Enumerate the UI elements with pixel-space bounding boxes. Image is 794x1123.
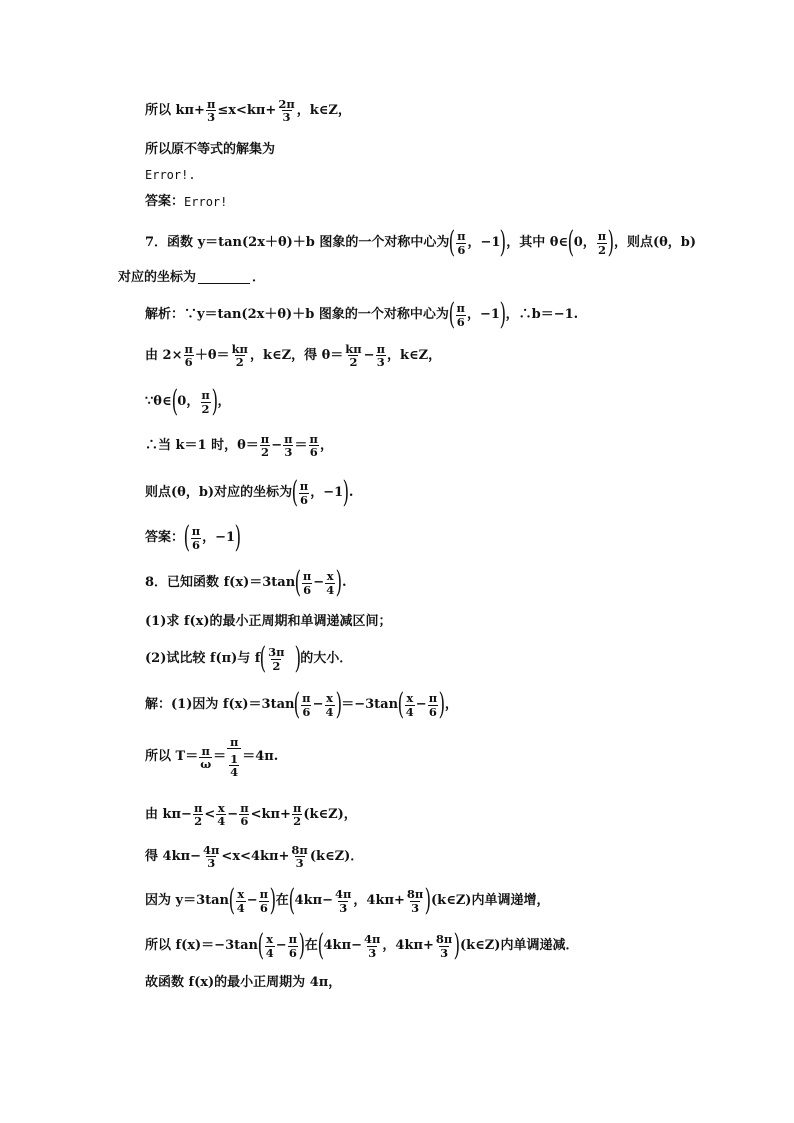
fraction: $\frac{1}{4}$ bbox=[230, 752, 239, 780]
right-paren: ) bbox=[298, 928, 306, 963]
answer-7 bbox=[145, 520, 242, 555]
left-paren: ( bbox=[397, 687, 405, 722]
fraction: $\frac{\pi}{6}$ bbox=[259, 887, 269, 915]
fraction: $\frac{8\pi}{3}$ bbox=[435, 932, 453, 960]
solution-line-1 bbox=[145, 98, 351, 123]
question-7-line-2 bbox=[118, 270, 265, 286]
left-paren: ( bbox=[449, 225, 456, 260]
text: ，4kπ+ bbox=[382, 938, 434, 954]
text: ，−1 bbox=[466, 307, 500, 323]
fraction: $\frac{\pi}{6}$ bbox=[240, 801, 249, 829]
left-paren: ( bbox=[567, 225, 575, 260]
text: (k∈Z)， bbox=[303, 806, 357, 822]
text: (k∈Z)内单调递减． bbox=[460, 938, 579, 954]
text: ， bbox=[319, 437, 333, 453]
fraction: $\frac{\pi}{6}$ bbox=[428, 691, 438, 719]
text: ，4kπ+ bbox=[353, 893, 405, 909]
text: <kπ+ bbox=[250, 806, 291, 822]
text: . bbox=[341, 575, 347, 591]
compound-fraction: $\frac{\pi}{\frac{1}{4}}$ bbox=[227, 736, 241, 778]
text: ＋θ＝ bbox=[194, 347, 230, 363]
fraction: $\frac{\pi}{6}$ bbox=[309, 432, 318, 460]
analysis-7-line-5 bbox=[145, 475, 354, 510]
text: 因为 y＝3tan bbox=[145, 893, 230, 909]
fraction: $\frac{\pi}{3}$ bbox=[376, 342, 385, 370]
analysis-7-line-4 bbox=[145, 433, 333, 458]
text: − bbox=[275, 938, 287, 954]
text: ＝4π. bbox=[242, 749, 279, 765]
solution-8-line-7 bbox=[145, 975, 341, 991]
fraction: $\frac{\pi}{6}$ bbox=[302, 569, 312, 597]
text: 所以 T＝ bbox=[145, 749, 199, 765]
text: 4kπ− bbox=[294, 893, 333, 909]
text: 则点(θ，b)对应的坐标为 bbox=[145, 485, 293, 501]
left-paren: ( bbox=[171, 384, 178, 419]
solution-8-line-6 bbox=[145, 928, 579, 963]
text: 所以 f(x)＝−3tan bbox=[145, 938, 258, 954]
text: (k∈Z)内单调递增， bbox=[431, 893, 550, 909]
text: 在 bbox=[275, 893, 289, 909]
fraction: $\frac{8\pi}{3}$ bbox=[406, 887, 424, 915]
text: ， bbox=[444, 697, 458, 713]
right-paren: ) bbox=[269, 883, 277, 918]
fraction: $\frac{\pi}{6}$ bbox=[457, 229, 466, 257]
text: 由 kπ− bbox=[145, 806, 192, 822]
text: ． bbox=[252, 270, 266, 285]
left-paren: ( bbox=[228, 883, 236, 918]
text: (k∈Z)． bbox=[309, 848, 364, 864]
text: 的大小． bbox=[300, 651, 353, 667]
text: . bbox=[348, 485, 354, 501]
solution-line-2 bbox=[145, 142, 275, 158]
right-paren: ) bbox=[335, 687, 342, 722]
right-paren: ) bbox=[499, 297, 507, 332]
text: Error! bbox=[184, 194, 228, 209]
text: ≤x<kπ+ bbox=[217, 102, 277, 118]
text: (2)试比较 f(π)与 f bbox=[145, 651, 261, 667]
left-paren: ( bbox=[260, 641, 267, 676]
text: 所以 kπ+ bbox=[145, 102, 205, 118]
fraction: $\frac{\pi}{2}$ bbox=[193, 801, 203, 829]
text: <x<4kπ+ bbox=[221, 848, 290, 864]
fraction: $\frac{\pi}{2}$ bbox=[292, 801, 302, 829]
fraction: $\frac{\pi}{6}$ bbox=[184, 342, 193, 370]
fraction: $\frac{x}{4}$ bbox=[217, 801, 226, 829]
error-line bbox=[145, 168, 196, 182]
left-paren: ( bbox=[448, 297, 455, 332]
right-paren: ) bbox=[234, 520, 242, 555]
fraction: $\frac{8\pi}{3}$ bbox=[291, 843, 308, 871]
fraction: $\frac{\pi}{2}$ bbox=[597, 229, 607, 257]
fraction: $\frac{2\pi}{3}$ bbox=[278, 97, 295, 125]
text: 7．函数 y＝tan(2x＋θ)＋b 图象的一个对称中心为 bbox=[145, 235, 450, 251]
solution-8-line-1 bbox=[145, 687, 458, 722]
analysis-7-line-1 bbox=[145, 297, 579, 332]
answer-label: 答案： bbox=[145, 530, 185, 546]
left-paren: ( bbox=[291, 475, 299, 510]
question-8-part-1 bbox=[145, 614, 392, 630]
text: ， bbox=[217, 394, 231, 410]
text: 解析：∵y＝tan(2x＋θ)＋b 图象的一个对称中心为 bbox=[145, 307, 449, 323]
right-paren: ) bbox=[342, 475, 350, 510]
fraction: $\frac{x}{4}$ bbox=[325, 691, 334, 719]
text: 0， bbox=[177, 394, 200, 410]
solution-8-line-3 bbox=[145, 802, 357, 827]
left-paren: ( bbox=[294, 687, 301, 722]
text: ，−1 bbox=[467, 235, 501, 251]
text: ，∴b＝−1. bbox=[505, 307, 579, 323]
text: ＝ bbox=[213, 749, 227, 765]
fraction: $\frac{\pi}{2}$ bbox=[260, 432, 270, 460]
fraction: $\frac{\pi}{6}$ bbox=[299, 479, 309, 507]
text: − bbox=[363, 347, 375, 363]
analysis-7-line-2 bbox=[145, 343, 441, 368]
left-paren: ( bbox=[257, 928, 265, 963]
text: 解：(1)因为 f(x)＝3tan bbox=[145, 697, 295, 713]
fraction: $\frac{\pi}{6}$ bbox=[288, 932, 298, 960]
text: ，−1 bbox=[202, 530, 236, 546]
text: − bbox=[312, 697, 324, 713]
text: ∵θ∈ bbox=[145, 394, 172, 410]
right-paren: ) bbox=[424, 883, 432, 918]
right-paren: ) bbox=[500, 225, 507, 260]
fraction: $\frac{\pi}{3}$ bbox=[206, 97, 216, 125]
fraction: $\frac{\pi}{6}$ bbox=[191, 524, 201, 552]
text: − bbox=[246, 893, 258, 909]
fraction: $\frac{\pi}{6}$ bbox=[456, 301, 465, 329]
text: 0， bbox=[573, 235, 596, 251]
text: < bbox=[204, 806, 216, 822]
text: 由 2× bbox=[145, 347, 183, 363]
text: − bbox=[227, 806, 239, 822]
text: ，则点(θ，b) bbox=[613, 235, 697, 251]
text: 所以原不等式的解集为 bbox=[145, 142, 276, 157]
fraction: $\frac{x}{4}$ bbox=[265, 932, 274, 960]
left-paren: ( bbox=[317, 928, 324, 963]
text: 4kπ− bbox=[323, 938, 362, 954]
text: ，−1 bbox=[310, 485, 344, 501]
fraction: $\frac{\pi}{3}$ bbox=[284, 432, 293, 460]
left-paren: ( bbox=[183, 520, 191, 555]
question-7 bbox=[145, 225, 697, 260]
right-paren: ) bbox=[453, 928, 461, 963]
right-paren: ) bbox=[211, 384, 218, 419]
fraction: $\frac{k\pi}{2}$ bbox=[345, 342, 362, 370]
fraction: $\frac{3\pi}{2}$ bbox=[268, 645, 285, 673]
fraction: $\frac{\pi}{\omega}$ bbox=[200, 743, 212, 771]
fraction: $\frac{4\pi}{3}$ bbox=[363, 932, 381, 960]
answer-label: 答案： bbox=[145, 194, 185, 209]
right-paren: ) bbox=[335, 565, 343, 600]
text: ，k∈Z， bbox=[296, 102, 351, 118]
text: (1)求 f(x)的最小正周期和单调递减区间； bbox=[145, 614, 392, 629]
text: 8．已知函数 f(x)＝3tan bbox=[145, 575, 296, 591]
fraction: $\frac{x}{4}$ bbox=[236, 887, 245, 915]
right-paren: ) bbox=[607, 225, 615, 260]
text: ＝−3tan bbox=[341, 697, 399, 713]
solution-8-line-5 bbox=[145, 883, 550, 918]
answer-line-6 bbox=[145, 194, 227, 210]
left-paren: ( bbox=[288, 883, 295, 918]
fraction: $\frac{x}{4}$ bbox=[326, 569, 335, 597]
fraction: $\frac{k\pi}{2}$ bbox=[231, 342, 248, 370]
fraction: $\frac{x}{4}$ bbox=[405, 691, 414, 719]
solution-8-line-4 bbox=[145, 844, 363, 869]
fraction: $\frac{4\pi}{3}$ bbox=[203, 843, 220, 871]
fraction: $\frac{\pi}{2}$ bbox=[201, 388, 210, 416]
text: − bbox=[271, 437, 283, 453]
answer-blank bbox=[198, 271, 250, 284]
question-8 bbox=[145, 565, 347, 600]
text: 得 4kπ− bbox=[145, 848, 201, 864]
text: ，k∈Z，得 θ＝ bbox=[249, 347, 344, 363]
text: 故函数 f(x)的最小正周期为 4π， bbox=[145, 975, 342, 990]
right-paren: ) bbox=[438, 687, 446, 722]
text: − bbox=[313, 575, 325, 591]
text: ，k∈Z， bbox=[387, 347, 442, 363]
text: 在 bbox=[304, 938, 318, 954]
solution-8-line-2 bbox=[145, 736, 278, 778]
text: 对应的坐标为 bbox=[118, 270, 197, 285]
text: − bbox=[415, 697, 427, 713]
fraction: $\frac{\pi}{6}$ bbox=[302, 691, 311, 719]
question-8-part-2 bbox=[145, 641, 353, 676]
analysis-7-line-3 bbox=[145, 384, 231, 419]
text: ，其中 θ∈ bbox=[506, 235, 569, 251]
text: ＝ bbox=[294, 437, 308, 453]
left-paren: ( bbox=[294, 565, 302, 600]
right-paren: ) bbox=[294, 641, 301, 676]
text: ∴当 k＝1 时，θ＝ bbox=[145, 437, 259, 453]
fraction: $\frac{4\pi}{3}$ bbox=[335, 887, 352, 915]
text: Error!. bbox=[145, 168, 196, 182]
